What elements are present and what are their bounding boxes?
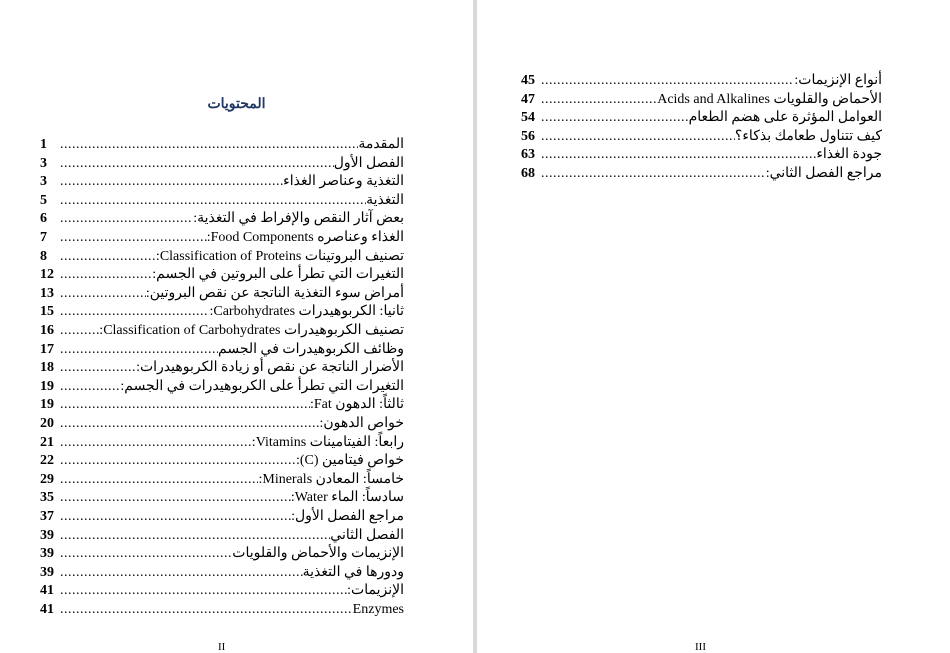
toc-entry[interactable] — [521, 109, 882, 127]
toc-entry-title: الأضرار الناتجة عن نقص أو زيادة الكربوهيدرات: — [136, 360, 404, 376]
toc-entry[interactable] — [40, 434, 404, 452]
toc-entry[interactable] — [40, 303, 404, 321]
toc-entry-page-number: 19 — [40, 378, 54, 394]
toc-entry-title: التغيرات التي تطرأ على البروتين في الجسم: — [152, 267, 404, 283]
toc-entry-page-number: 16 — [40, 323, 54, 338]
toc-entry-page-number: 54 — [521, 110, 535, 126]
toc-entry-title: ثانيا: الكربوهيدرات Carbohydrates: — [209, 304, 404, 320]
toc-entry-title: التغذية وعناصر الغذاء — [283, 174, 404, 190]
toc-dot-leader — [60, 434, 252, 452]
toc-dot-leader — [60, 266, 152, 284]
toc-entry[interactable] — [40, 173, 404, 191]
toc-entry-title: خواص الدهون: — [319, 416, 404, 431]
left-page-number: II — [218, 641, 226, 653]
toc-entry-page-number: 41 — [40, 602, 54, 617]
toc-entry-page-number: 21 — [40, 434, 54, 450]
toc-entry-page-number: 47 — [521, 91, 535, 107]
toc-entry-title: ثالثاً: الدهون Fat: — [310, 397, 404, 413]
toc-entry[interactable] — [40, 471, 404, 489]
toc-entry-page-number: 5 — [40, 192, 47, 208]
toc-entry[interactable] — [521, 91, 882, 109]
toc-entry[interactable] — [40, 248, 404, 266]
toc-entry-title: جودة الغذاء — [816, 147, 882, 163]
left-page — [0, 0, 473, 653]
toc-entry-page-number: 35 — [40, 490, 54, 506]
toc-entry[interactable] — [40, 229, 404, 247]
toc-entry-page-number: 8 — [40, 248, 47, 264]
toc-dot-leader — [60, 303, 209, 321]
toc-entry-title: المقدمة — [358, 137, 404, 152]
toc-entry[interactable] — [40, 210, 404, 228]
toc-entry-page-number: 6 — [40, 211, 47, 227]
toc-entry-page-number: 7 — [40, 230, 47, 245]
toc-entry[interactable] — [40, 564, 404, 582]
toc-entry-title: مراجع الفصل الثاني: — [765, 166, 882, 181]
toc-entry-page-number: 12 — [40, 267, 54, 283]
toc-entry-title: الغذاء وعناصره Food Components: — [206, 230, 404, 245]
toc-entry-title: التغيرات التي تطرأ على الكربوهيدرات في الجسم: — [120, 378, 404, 394]
toc-entry-title: وظائف الكربوهيدرات في الجسم — [218, 341, 404, 357]
toc-entry-title: خواص فيتامين (C): — [295, 453, 404, 469]
toc-entry-title: الإنزيمات: — [347, 583, 404, 599]
toc-dot-leader — [60, 341, 218, 359]
toc-dot-leader — [60, 136, 358, 154]
toc-entry[interactable] — [40, 508, 404, 526]
toc-dot-leader — [60, 155, 334, 173]
toc-entry[interactable] — [40, 527, 404, 545]
toc-entry[interactable] — [40, 489, 404, 507]
toc-entry-title: Enzymes — [352, 602, 404, 617]
toc-entry-title: التغذية — [366, 192, 404, 208]
toc-dot-leader — [60, 527, 330, 545]
toc-entry-title: مراجع الفصل الأول: — [291, 509, 404, 524]
toc-dot-leader — [60, 192, 366, 210]
toc-entry[interactable] — [40, 136, 404, 154]
toc-entry[interactable] — [521, 72, 882, 90]
toc-entry-page-number: 17 — [40, 341, 54, 357]
toc-dot-leader — [541, 146, 816, 164]
toc-entry-page-number: 19 — [40, 397, 54, 413]
right-page-number: III — [695, 641, 706, 653]
toc-entry-title: كيف تتناول طعامك بذكاء؟ — [734, 128, 882, 144]
toc-dot-leader — [60, 564, 303, 582]
toc-dot-leader — [541, 128, 735, 146]
toc-entry-page-number: 3 — [40, 155, 47, 171]
toc-entry-page-number: 22 — [40, 453, 54, 469]
toc-dot-leader — [60, 545, 232, 563]
toc-entry[interactable] — [521, 128, 882, 146]
toc-entry-page-number: 45 — [521, 73, 535, 88]
toc-entry[interactable] — [40, 285, 404, 303]
toc-dot-leader — [60, 508, 291, 526]
toc-entry-title: سادساً: الماء Water: — [290, 490, 404, 506]
toc-dot-leader — [541, 109, 689, 127]
toc-entry-title: خامساً: المعادن Minerals: — [258, 471, 404, 487]
toc-entry-page-number: 56 — [521, 128, 535, 144]
toc-entry-page-number: 39 — [40, 527, 54, 543]
toc-entry-page-number: 15 — [40, 304, 54, 320]
toc-dot-leader — [541, 72, 794, 90]
toc-dot-leader — [60, 415, 320, 433]
contents-heading: المحتويات — [207, 97, 266, 112]
toc-entry[interactable] — [521, 146, 882, 164]
toc-entry-title: رابعاً: الفيتامينات Vitamins: — [251, 434, 404, 450]
toc-entry-page-number: 41 — [40, 583, 54, 599]
toc-entry-title: الفصل الأول — [333, 155, 404, 171]
toc-dot-leader — [60, 378, 120, 396]
toc-entry-page-number: 39 — [40, 564, 54, 580]
toc-dot-leader — [541, 165, 766, 183]
toc-entry-page-number: 39 — [40, 546, 54, 562]
toc-entry[interactable] — [40, 192, 404, 210]
toc-entry-title: تصنيف الكربوهيدرات Classification of Carbohydrates: — [99, 323, 404, 338]
toc-entry-title: الفصل الثاني — [330, 527, 404, 543]
toc-dot-leader — [60, 396, 310, 414]
toc-entry-page-number: 13 — [40, 285, 54, 301]
toc-entry[interactable] — [40, 601, 404, 619]
toc-dot-leader — [60, 210, 193, 228]
toc-entry-title: الأحماض والقلويات Acids and Alkalines — [657, 91, 882, 107]
toc-entry-title: أمراض سوء التغذية الناتجة عن نقص البروتين: — [145, 285, 404, 301]
toc-entry[interactable] — [40, 415, 404, 433]
toc-entry-title: تصنيف البروتينات Classification of Proteins: — [155, 248, 404, 264]
toc-dot-leader — [60, 229, 207, 247]
toc-dot-leader — [60, 489, 291, 507]
toc-entry-title: العوامل المؤثرة على هضم الطعام — [688, 110, 882, 126]
toc-dot-leader — [60, 173, 283, 191]
toc-entry[interactable] — [40, 155, 404, 173]
toc-entry[interactable] — [40, 396, 404, 414]
toc-entry-page-number: 29 — [40, 471, 54, 487]
toc-entry[interactable] — [521, 165, 882, 183]
toc-entry-page-number: 3 — [40, 174, 47, 190]
toc-dot-leader — [60, 471, 258, 489]
toc-entry-page-number: 37 — [40, 509, 54, 524]
toc-entry[interactable] — [40, 341, 404, 359]
right-page — [477, 0, 950, 653]
toc-entry-page-number: 68 — [521, 166, 535, 181]
toc-entry[interactable] — [40, 545, 404, 563]
toc-dot-leader — [541, 91, 657, 109]
toc-entry-page-number: 18 — [40, 360, 54, 376]
toc-entry-title: بعض آثار النقص والإفراط في التغذية: — [193, 211, 404, 227]
toc-entry-page-number: 20 — [40, 416, 54, 431]
toc-dot-leader — [60, 248, 156, 266]
toc-entry[interactable] — [40, 322, 404, 340]
toc-dot-leader — [60, 285, 146, 303]
toc-dot-leader — [60, 582, 347, 600]
toc-entry[interactable] — [40, 359, 404, 377]
toc-dot-leader — [60, 322, 99, 340]
toc-dot-leader — [60, 452, 296, 470]
toc-entry-title: الإنزيمات والأحماض والقلويات — [232, 546, 404, 562]
toc-entry[interactable] — [40, 582, 404, 600]
toc-entry-title: ودورها في التغذية — [302, 564, 404, 580]
toc-entry[interactable] — [40, 266, 404, 284]
toc-dot-leader — [60, 359, 136, 377]
toc-entry-page-number: 1 — [40, 137, 47, 152]
toc-entry[interactable] — [40, 452, 404, 470]
toc-entry-title: أنواع الإنزيمات: — [794, 73, 882, 88]
toc-entry-page-number: 63 — [521, 147, 535, 163]
toc-entry[interactable] — [40, 378, 404, 396]
toc-dot-leader — [60, 601, 353, 619]
